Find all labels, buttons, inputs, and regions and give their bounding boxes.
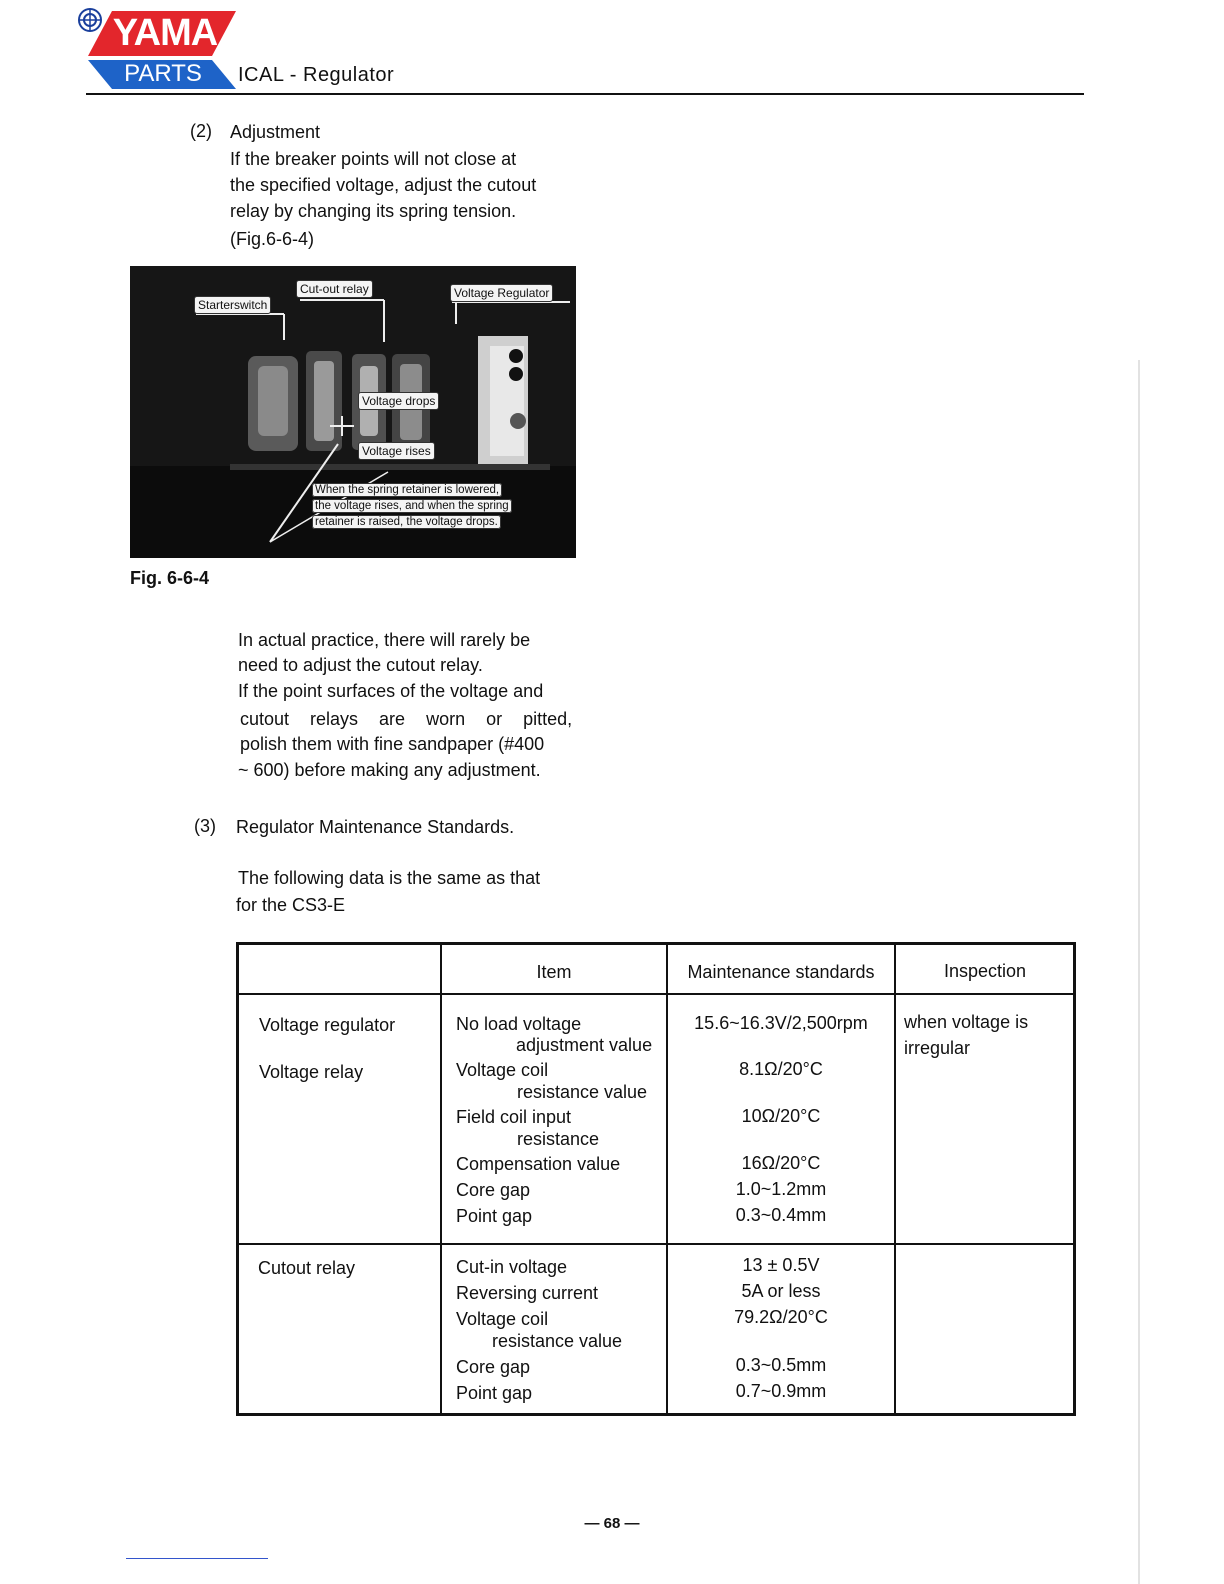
figure-note-line: retainer is raised, the voltage drops. bbox=[312, 515, 501, 529]
table-divider bbox=[440, 945, 442, 1413]
callout-voltage-rises: Voltage rises bbox=[358, 442, 435, 460]
item-cell: resistance value bbox=[492, 1331, 623, 1351]
header-rule bbox=[86, 93, 1084, 95]
item-cell: Point gap bbox=[456, 1206, 533, 1226]
standards-line: The following data is the same as that bbox=[238, 868, 541, 888]
table-header-standards: Maintenance standards bbox=[687, 962, 875, 982]
group-label-cutout-relay: Cutout relay bbox=[258, 1258, 356, 1278]
inspection-cell: when voltage is bbox=[904, 1012, 1029, 1032]
adjustment-line: (Fig.6-6-4) bbox=[230, 229, 315, 249]
item-cell: resistance bbox=[517, 1129, 600, 1149]
value-cell: 1.0~1.2mm bbox=[735, 1179, 827, 1199]
value-cell: 79.2Ω/20°C bbox=[734, 1307, 828, 1327]
item-cell: adjustment value bbox=[516, 1035, 653, 1055]
practice-line: cutout relays are worn or pitted, bbox=[240, 709, 573, 729]
value-cell: 16Ω/20°C bbox=[741, 1153, 821, 1173]
page-header-title: ICAL - Regulator bbox=[238, 64, 395, 86]
practice-line: polish them with fine sandpaper (#400 bbox=[240, 734, 545, 754]
adjustment-line: If the breaker points will not close at bbox=[230, 149, 517, 169]
value-cell: 0.3~0.5mm bbox=[735, 1355, 827, 1375]
item-cell: Voltage coil bbox=[456, 1309, 549, 1329]
table-divider bbox=[239, 1243, 1073, 1245]
group-label-voltage-relay: Voltage relay bbox=[259, 1062, 364, 1082]
table-header-inspection: Inspection bbox=[943, 961, 1027, 981]
item-cell: Core gap bbox=[456, 1180, 531, 1200]
adjustment-line: the specified voltage, adjust the cutout bbox=[230, 175, 537, 195]
practice-line: need to adjust the cutout relay. bbox=[238, 655, 483, 675]
group-label-voltage-regulator: Voltage regulator bbox=[259, 1015, 396, 1035]
value-cell: 13 ± 0.5V bbox=[742, 1255, 820, 1275]
practice-line: ~ 600) before making any adjustment. bbox=[238, 760, 541, 780]
table-divider bbox=[894, 945, 896, 1413]
callout-starter-switch: Starterswitch bbox=[194, 296, 271, 314]
figure-note bbox=[312, 482, 574, 530]
adjustment-line: relay by changing its spring tension. bbox=[230, 201, 517, 221]
section-2-heading: Adjustment bbox=[230, 122, 321, 142]
maintenance-standards-table bbox=[236, 942, 1076, 1416]
logo-bottom-text: PARTS bbox=[124, 60, 202, 87]
item-cell: Point gap bbox=[456, 1383, 533, 1403]
figure-label: Fig. 6-6-4 bbox=[130, 568, 210, 588]
page-edge-shadow bbox=[1138, 360, 1140, 1584]
value-cell: 0.7~0.9mm bbox=[735, 1381, 827, 1401]
yamaha-parts-logo bbox=[76, 8, 246, 92]
item-cell: Reversing current bbox=[456, 1283, 599, 1303]
logo-top-text: YAMA bbox=[112, 12, 218, 54]
practice-line: If the point surfaces of the voltage and bbox=[238, 681, 544, 701]
item-cell: Cut-in voltage bbox=[456, 1257, 568, 1277]
item-cell: Core gap bbox=[456, 1357, 531, 1377]
standards-line: for the CS3-E bbox=[236, 895, 346, 915]
figure-note-line: the voltage rises, and when the spring bbox=[312, 499, 512, 513]
item-cell: Field coil input bbox=[456, 1107, 572, 1127]
bottom-link-line bbox=[126, 1558, 268, 1559]
section-3-number: (3) bbox=[194, 816, 216, 836]
value-cell: 5A or less bbox=[741, 1281, 821, 1301]
section-3-heading: Regulator Maintenance Standards. bbox=[236, 817, 515, 837]
page-number: — 68 — bbox=[584, 1515, 640, 1532]
callout-voltage-regulator: Voltage Regulator bbox=[450, 284, 553, 302]
value-cell: 0.3~0.4mm bbox=[735, 1205, 827, 1225]
practice-line: In actual practice, there will rarely be bbox=[238, 630, 531, 650]
value-cell: 8.1Ω/20°C bbox=[739, 1059, 823, 1079]
figure-note-line: When the spring retainer is lowered, bbox=[312, 483, 502, 497]
value-cell: 10Ω/20°C bbox=[741, 1106, 821, 1126]
item-cell: Voltage coil bbox=[456, 1060, 549, 1080]
item-cell: No load voltage bbox=[456, 1014, 582, 1034]
inspection-cell: irregular bbox=[904, 1038, 971, 1058]
item-cell: resistance value bbox=[517, 1082, 648, 1102]
item-cell: Compensation value bbox=[456, 1154, 621, 1174]
section-2-number: (2) bbox=[190, 121, 212, 141]
value-cell: 15.6~16.3V/2,500rpm bbox=[694, 1013, 868, 1033]
table-divider bbox=[239, 993, 1073, 995]
callout-cutout-relay: Cut-out relay bbox=[296, 280, 373, 298]
callout-voltage-drops: Voltage drops bbox=[358, 392, 439, 410]
table-header-item: Item bbox=[536, 962, 572, 982]
